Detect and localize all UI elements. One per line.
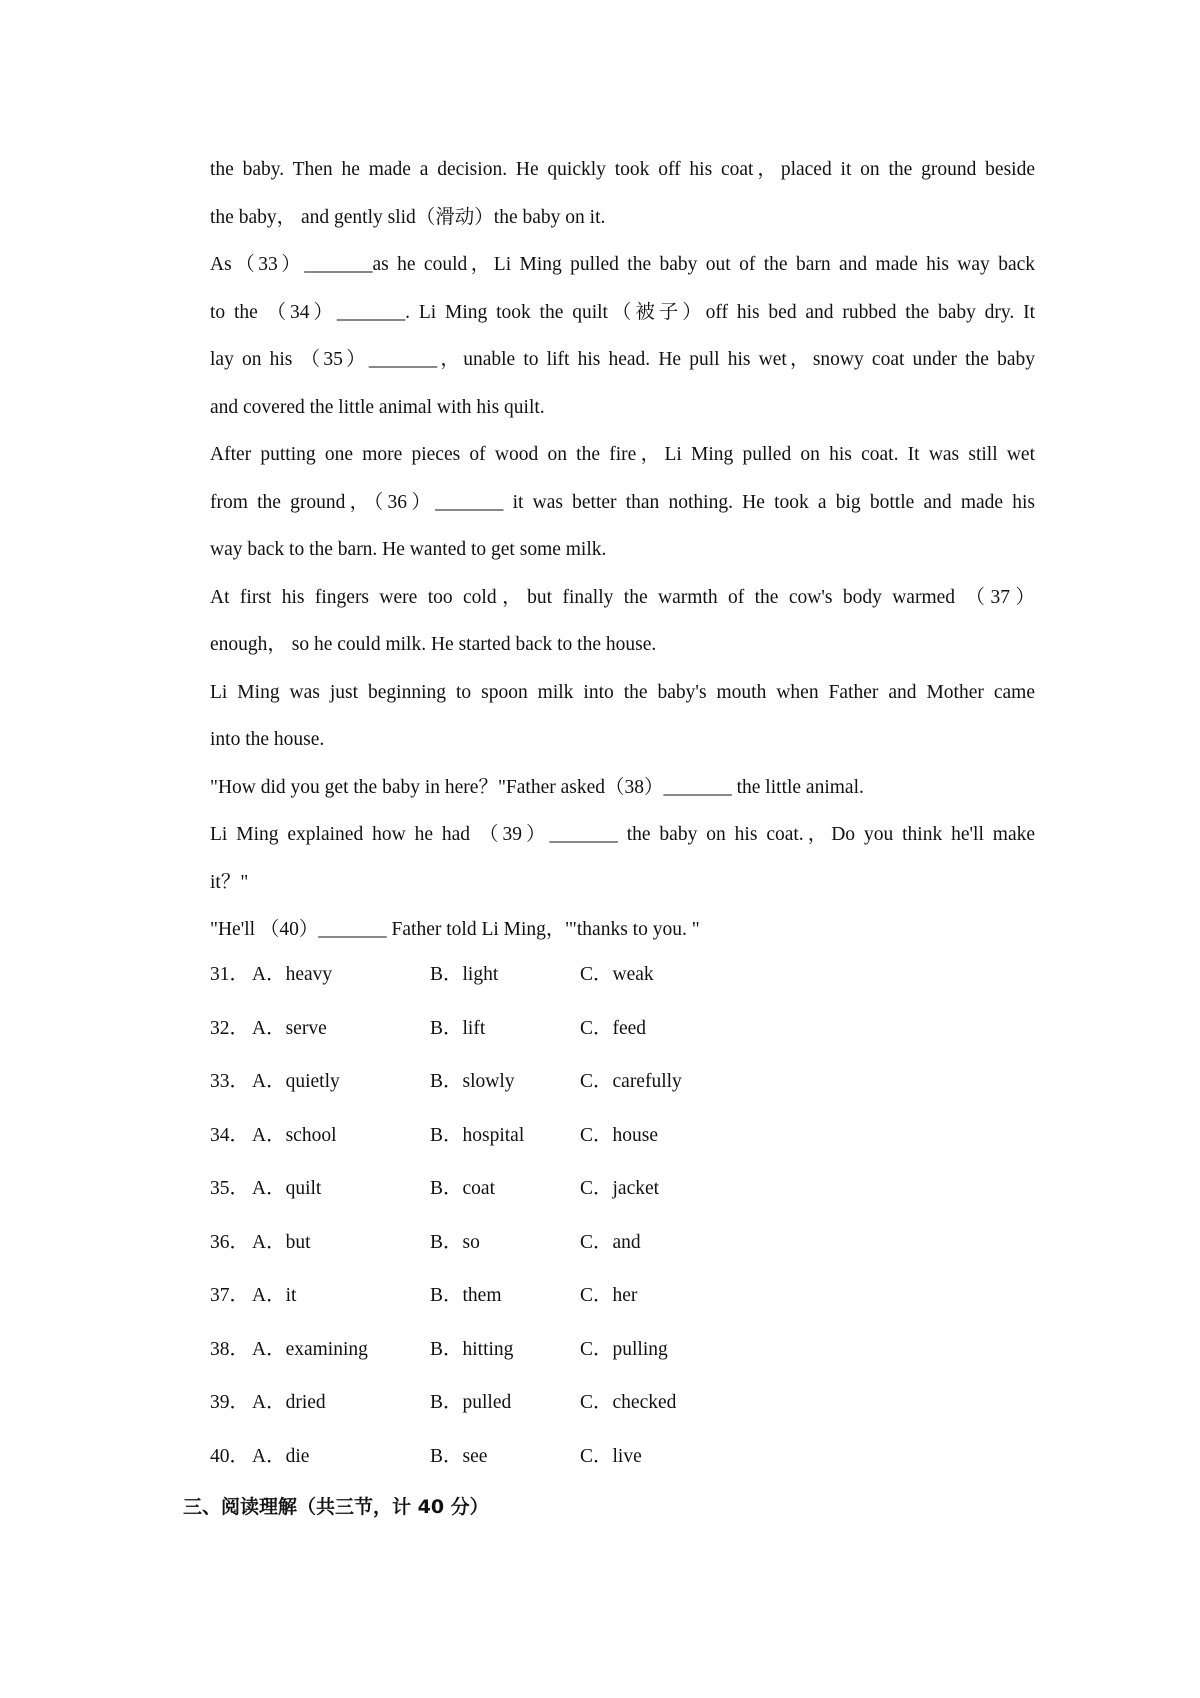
option-c: C．carefully [580,1071,682,1092]
passage-line: After putting one more pieces of wood on the fire，Li Ming pulled on his coat. It was still wet [210,444,1035,465]
question-number: 33． [210,1071,250,1092]
option-a: A．heavy [252,964,333,985]
question-row-32 [210,1009,970,1063]
passage-line: Li Ming explained how he had （39）_______ the baby on his coat.，Do you think he'll make [210,824,1035,845]
passage-line: to the （34）_______. Li Ming took the quilt（被子）off his bed and rubbed the baby dry. It [210,301,1035,323]
passage-line: At first his fingers were too cold，but finally the warmth of the cow's body warmed （37） [210,586,1035,608]
question-row-35 [210,1169,970,1223]
section-heading-reading: 三、阅读理解（共三节，计 40 分） [183,1496,489,1518]
option-b: B．lift [430,1017,486,1039]
option-b: B．hospital [430,1124,525,1146]
option-b: B．so [430,1231,480,1253]
question-number: 35． [210,1178,250,1199]
passage-line: the baby. Then he made a decision. He quickly took off his coat，placed it on the ground beside [210,159,1035,180]
option-c: C．checked [580,1392,677,1413]
option-c: C．pulling [580,1338,668,1360]
passage-line: As（33）_______as he could，Li Ming pulled the baby out of the barn and made his way back [210,254,1035,275]
option-c: C．weak [580,964,654,985]
question-row-37 [210,1276,970,1330]
option-b: B．slowly [430,1071,515,1092]
passage-line: "He'll （40）_______ Father told Li Ming，'"thanks to you. " [210,919,700,940]
option-c: C．and [580,1231,641,1253]
option-a: A．it [252,1285,297,1306]
option-a: A．school [252,1124,337,1146]
option-b: B．hitting [430,1338,514,1360]
option-c: C．feed [580,1017,647,1039]
question-number: 36． [210,1231,250,1253]
question-number: 39． [210,1392,250,1413]
option-a: A．quilt [252,1178,322,1199]
question-row-39 [210,1383,970,1437]
question-number: 38． [210,1338,250,1360]
option-a: A．die [252,1445,310,1467]
question-row-33 [210,1062,970,1116]
option-a: A．but [252,1231,311,1253]
question-number: 37． [210,1285,250,1306]
passage-line: lay on his （35）_______，unable to lift his head. He pull his wet，snowy coat under the baby [210,349,1035,370]
option-b: B．light [430,964,499,985]
passage-line: enough， so he could milk. He started back to the house. [210,634,657,655]
question-number: 34． [210,1124,250,1146]
question-row-38 [210,1330,970,1384]
option-c: C．house [580,1124,659,1146]
passage-line: and covered the little animal with his quilt. [210,396,545,418]
question-row-40 [210,1437,970,1491]
option-b: B．pulled [430,1392,512,1413]
option-a: A．serve [252,1017,327,1039]
passage-line: it？" [210,871,249,893]
passage-line: into the house. [210,729,325,750]
option-c: C．her [580,1285,638,1306]
question-number: 31． [210,964,250,985]
option-a: A．dried [252,1392,326,1413]
option-a: A．quietly [252,1071,340,1092]
option-b: B．see [430,1445,488,1467]
question-number: 40． [210,1445,250,1467]
question-row-31 [210,955,970,1009]
passage-line: Li Ming was just beginning to spoon milk into the baby's mouth when Father and Mother came [210,681,1035,703]
answer-options [210,955,970,1490]
question-number: 32． [210,1017,250,1039]
question-row-36 [210,1223,970,1277]
passage-line: from the ground，（36）_______ it was better than nothing. He took a big bottle and made his [210,491,1035,513]
cloze-passage [210,150,1035,958]
option-c: C．jacket [580,1178,660,1199]
option-c: C．live [580,1445,642,1467]
option-b: B．coat [430,1178,495,1199]
option-b: B．them [430,1285,502,1306]
question-row-34 [210,1116,970,1170]
passage-line: way back to the barn. He wanted to get some milk. [210,539,607,560]
passage-line: the baby， and gently slid（滑动）the baby on it. [210,206,606,228]
option-a: A．examining [252,1338,368,1360]
passage-line: "How did you get the baby in here？"Father asked（38）_______ the little animal. [210,776,864,798]
